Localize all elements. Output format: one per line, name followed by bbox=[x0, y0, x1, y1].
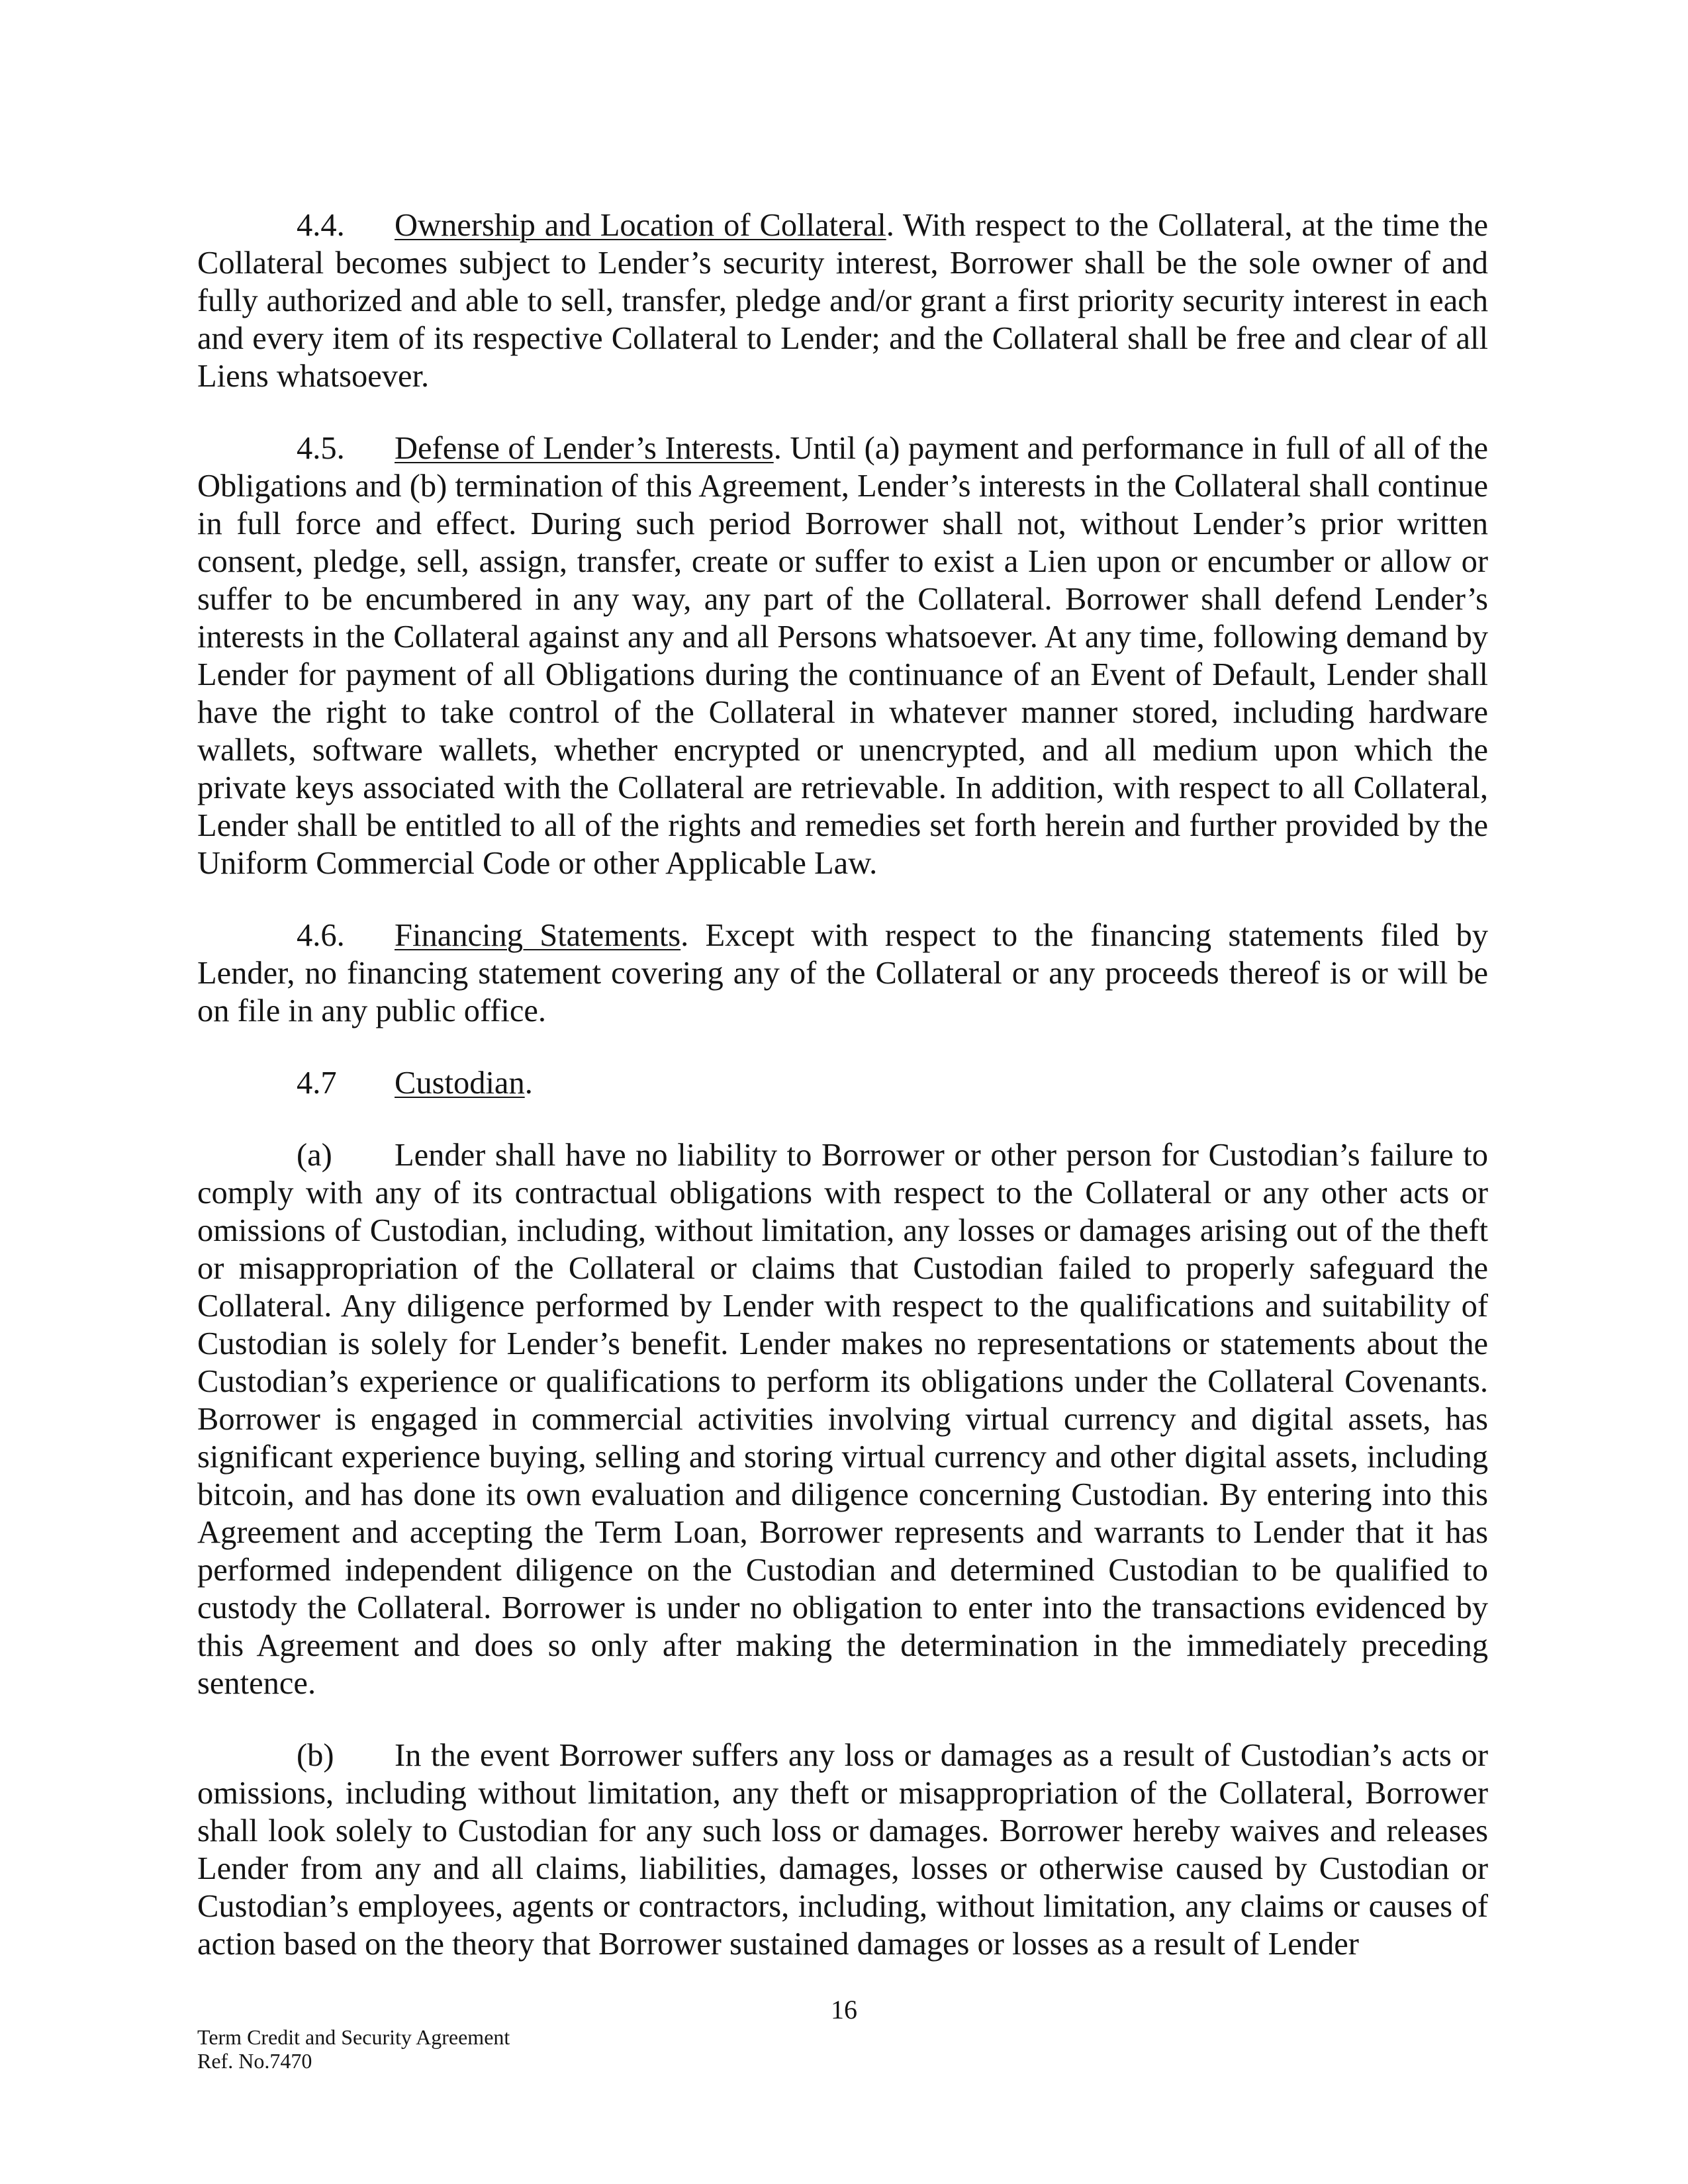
document-body bbox=[197, 206, 1488, 1963]
section-4-4 bbox=[197, 206, 1488, 395]
section-4-7-a bbox=[197, 1136, 1488, 1702]
section-heading: Ownership and Location of Collateral bbox=[395, 208, 886, 243]
section-number: 4.5. bbox=[297, 431, 345, 466]
section-text: . With respect to the Collateral, at the time the Collateral becomes subject to Lender’s security interest, Borrower shall be the sole owner of and fully authorized and able to sell, transfer, pledge and/or grant a first priority security interest in each and every item of its respective Collateral to Lender; and the Collateral shall be free and clear of all Liens whatsoever. bbox=[197, 208, 1488, 394]
footer-ref: Ref. No.7470 bbox=[197, 2049, 312, 2073]
subsection-label: (b) bbox=[297, 1738, 334, 1773]
footer bbox=[197, 2025, 510, 2073]
section-heading: Custodian bbox=[395, 1066, 525, 1101]
subsection-text: Lender shall have no liability to Borrower or other person for Custodian’s failure to comply with any of its contractual obligations with respect to the Collateral or any other acts or omissions of Custodian, including, without limitation, any losses or damages arising out of the theft or misappropriation of the Collateral or claims that Custodian failed to properly safeguard the Collateral. Any diligence performed by Lender with respect to the qualifications and suitability of Custodian is solely for Lender’s benefit. Lender makes no representations or statements about the Custodian’s experience or qualifications to perform its obligations under the Collateral Covenants. Borrower is engaged in commercial activities involving virtual currency and digital assets, has significant experience buying, selling and storing virtual currency and other digital assets, including bitcoin, and has done its own evaluation and diligence concerning Custodian. By entering into this Agreement and accepting the Term Loan, Borrower represents and warrants to Lender that it has performed independent diligence on the Custodian and determined Custodian to be qualified to custody the Collateral. Borrower is under no obligation to enter into the transactions evidenced by this Agreement and does so only after making the determination in the immediately preceding sentence. bbox=[197, 1138, 1488, 1701]
section-4-7-b bbox=[197, 1737, 1488, 1963]
footer-title: Term Credit and Security Agreement bbox=[197, 2025, 510, 2049]
section-text: . Until (a) payment and performance in full of all of the Obligations and (b) termination of this Agreement, Lender’s interests in the Collateral shall continue in full force and effect. During such period Borrower shall not, without Lender’s prior written consent, pledge, sell, assign, transfer, create or suffer to exist a Lien upon or encumber or allow or suffer to be encumbered in any way, any part of the Collateral. Borrower shall defend Lender’s interests in the Collateral against any and all Persons whatsoever. At any time, following demand by Lender for payment of all Obligations during the continuance of an Event of Default, Lender shall have the right to take control of the Collateral in whatever manner stored, including hardware wallets, software wallets, whether encrypted or unencrypted, and all medium upon which the private keys associated with the Collateral are retrievable. In addition, with respect to all Collateral, Lender shall be entitled to all of the rights and remedies set forth herein and further provided by the Uniform Commercial Code or other Applicable Law. bbox=[197, 431, 1488, 881]
section-text: . Except with respect to the financing statements filed by Lender, no financing statement covering any of the Collateral or any proceeds thereof is or will be on file in any public office. bbox=[197, 918, 1488, 1028]
section-heading: Financing Statements bbox=[395, 918, 681, 953]
subsection-text: In the event Borrower suffers any loss or damages as a result of Custodian’s acts or omissions, including without limitation, any theft or misappropriation of the Collateral, Borrower shall look solely to Custodian for any such loss or damages. Borrower hereby waives and releases Lender from any and all claims, liabilities, damages, losses or otherwise caused by Custodian or Custodian’s employees, agents or contractors, including, without limitation, any claims or causes of action based on the theory that Borrower sustained damages or losses as a result of Lender bbox=[197, 1738, 1488, 1962]
section-number: 4.4. bbox=[297, 208, 345, 243]
section-4-6 bbox=[197, 917, 1488, 1030]
section-text: . bbox=[524, 1066, 533, 1101]
section-4-5 bbox=[197, 430, 1488, 882]
subsection-label: (a) bbox=[297, 1138, 332, 1173]
section-number: 4.7 bbox=[297, 1066, 337, 1101]
section-4-7 bbox=[197, 1064, 1488, 1102]
page-number: 16 bbox=[831, 1995, 857, 2025]
section-heading: Defense of Lender’s Interests bbox=[395, 431, 774, 466]
section-number: 4.6. bbox=[297, 918, 345, 953]
